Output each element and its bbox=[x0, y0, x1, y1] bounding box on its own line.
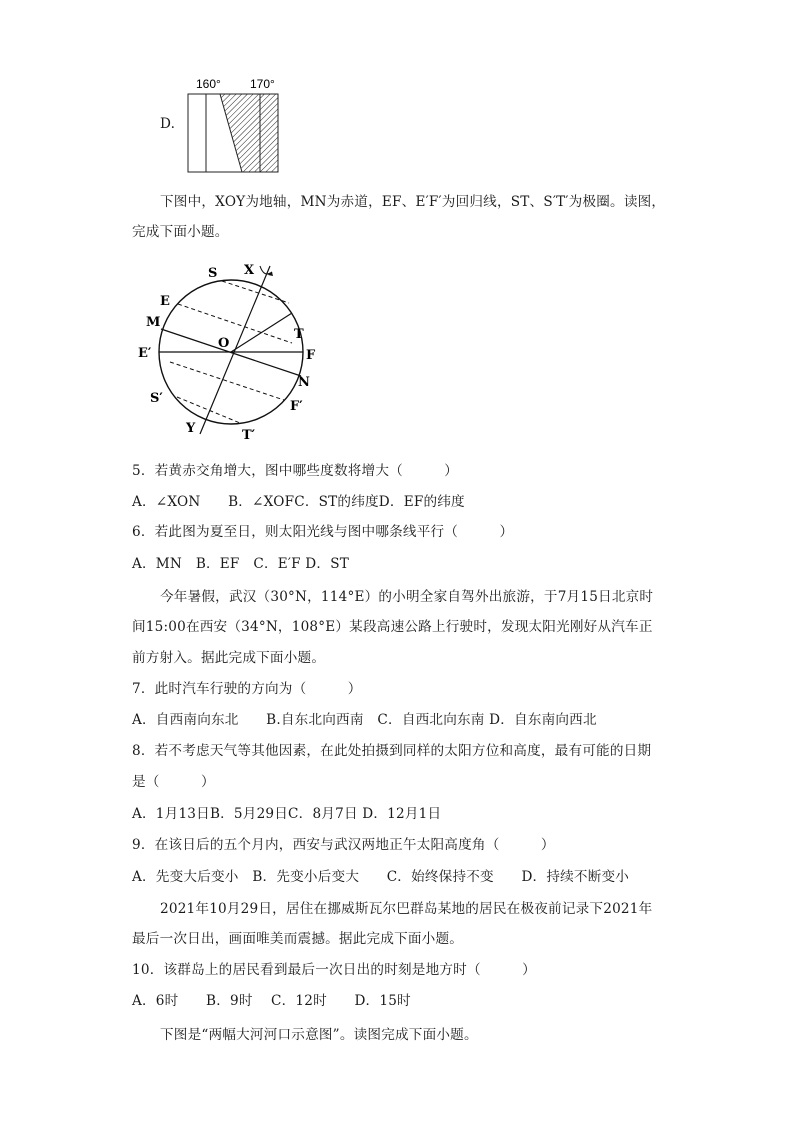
lon-160-label: 160° bbox=[196, 77, 221, 91]
q6-options: A．MN B．EF C．E′F D．ST bbox=[132, 556, 349, 572]
intro-1-line-2: 完成下面小题。 bbox=[132, 224, 229, 240]
polar-circle-s2t2 bbox=[177, 397, 240, 423]
label-s: S bbox=[208, 266, 218, 281]
earth-axis-diagram bbox=[132, 258, 332, 444]
label-y: Y bbox=[186, 421, 196, 436]
label-m: M bbox=[146, 315, 161, 330]
q7-stem: 7．此时汽车行驶的方向为（ ） bbox=[132, 681, 362, 697]
lon-170-label: 170° bbox=[250, 77, 275, 91]
q5-stem: 5．若黄赤交角增大，图中哪些度数将增大（ ） bbox=[132, 463, 459, 479]
q10-options: A．6时 B．9时 C．12时 D．15时 bbox=[132, 993, 411, 1009]
label-o: O bbox=[218, 336, 230, 351]
label-t-prime: T′ bbox=[242, 428, 256, 443]
option-d-label: D. bbox=[160, 116, 176, 132]
label-f-prime: F′ bbox=[290, 399, 303, 414]
intro-1-line-1: 下图中，XOY为地轴，MN为赤道，EF、E′F′为回归线，ST、S′T′为极圈。读图， bbox=[160, 194, 666, 210]
q8-stem-line-2: 是（ ） bbox=[132, 774, 215, 790]
q9-stem: 9．在该日后的五个月内，西安与武汉两地正午太阳高度角（ ） bbox=[132, 837, 555, 853]
label-e-prime: E′ bbox=[138, 346, 152, 361]
intro-2-line-1: 今年暑假，武汉（30°N，114°E）的小明全家自驾外出旅游，于7月15日北京时 bbox=[160, 589, 654, 605]
q10-stem: 10．该群岛上的居民看到最后一次日出的时刻是地方时（ ） bbox=[132, 962, 536, 978]
label-f: F bbox=[306, 348, 316, 363]
q8-stem-line-1: 8．若不考虑天气等其他因素，在此处拍摄到同样的太阳方位和高度，最有可能的日期 bbox=[132, 743, 652, 759]
q5-options: A．∠XON B．∠XOFC．ST的纬度D．EF的纬度 bbox=[132, 494, 465, 510]
label-e: E bbox=[160, 294, 170, 309]
q9-options: A．先变大后变小 B．先变小后变大 C．始终保持不变 D．持续不断变小 bbox=[132, 869, 630, 885]
rotation-arrow-icon bbox=[260, 266, 272, 274]
q8-options: A．1月13日B．5月29日C．8月7日 D．12月1日 bbox=[132, 806, 442, 822]
intro-2-line-3: 前方射入。据此完成下面小题。 bbox=[132, 650, 326, 666]
intro-2-line-2: 间15:00在西安（34°N，108°E）某段高速公路上行驶时，发现太阳光刚好从汽车正 bbox=[132, 619, 653, 635]
shaded-region bbox=[220, 94, 278, 172]
intro-3-line-2: 最后一次日出，画面唯美而震撼。据此完成下面小题。 bbox=[132, 931, 464, 947]
line-o-t bbox=[231, 313, 292, 352]
label-n: N bbox=[298, 375, 310, 390]
option-d-figure bbox=[186, 76, 282, 176]
label-s-prime: S′ bbox=[150, 391, 163, 406]
label-t: T bbox=[294, 327, 304, 342]
label-x: X bbox=[244, 263, 255, 278]
q7-options: A．自西南向东北 B.自东北向西南 C．自西北向东南 D．自东南向西北 bbox=[132, 712, 597, 728]
intro-4-line-1: 下图是“两幅大河河口示意图”。读图完成下面小题。 bbox=[160, 1027, 478, 1043]
q6-stem: 6．若此图为夏至日，则太阳光线与图中哪条线平行（ ） bbox=[132, 524, 514, 540]
intro-3-line-1: 2021年10月29日，居住在挪威斯瓦尔巴群岛某地的居民在极夜前记录下2021年 bbox=[160, 901, 653, 917]
